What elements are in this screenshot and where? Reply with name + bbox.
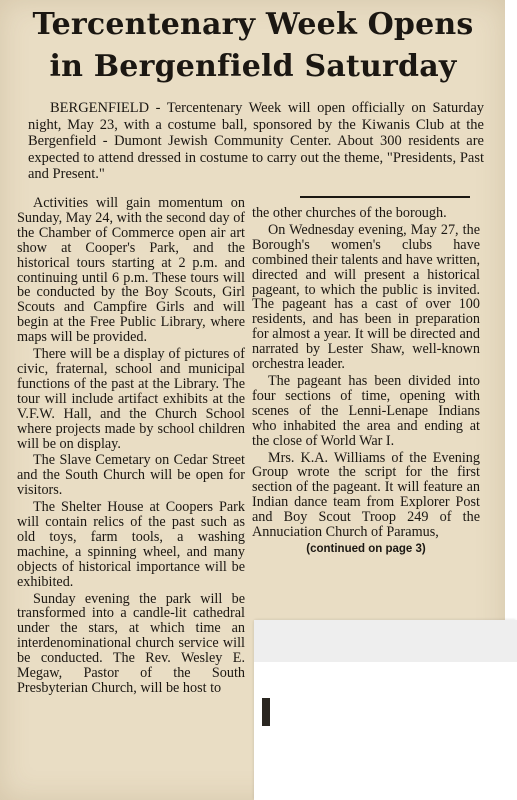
headline-line-1: Tercentenary Week Opens: [32, 7, 474, 42]
paragraph: Mrs. K.A. Williams of the Evening Group wrote the script for the first section of the pageant. It will feature an Indian dance team from Explorer Post and Boy Scout Troop 249 of the Annuciation Church of Paramus,: [252, 449, 480, 541]
paper-shadow-band: [254, 620, 517, 662]
paragraph: Sunday evening the park will be transformed into a candle-lit cathedral under the stars, at which time an interdenominational church service will be conducted. The Rev. Wesley E. Megaw, Pastor of the South Presbyterian Church, will be host to: [17, 590, 245, 696]
right-column: [252, 206, 480, 557]
paragraph: The pageant has been divided into four sections of time, opening with scenes of the Lenni-Lenape Indians who inhabited the area and ending at the close of World War I.: [252, 372, 480, 449]
continued-note: (continued on page 3): [306, 542, 426, 555]
column-divider-rule: [300, 196, 470, 198]
paragraph: The Shelter House at Coopers Park will contain relics of the past such as old toys, farm tools, a washing machine, a spinning wheel, and many objects of historical importance will be exhibited.: [17, 499, 245, 590]
headline-line-2: in Bergenfield Saturday: [49, 49, 457, 84]
paragraph: The Slave Cemetary on Cedar Street and the South Church will be open for visitors.: [17, 452, 245, 499]
paragraph: the other churches of the borough.: [252, 205, 447, 221]
paragraph: On Wednesday evening, May 27, the Borough's women's clubs have combined their talents and have written, directed and will present a historical pageant, to which the public is invited. The pageant has a cast of over 100 residents, and has been in preparation for almost a year. It will be directed and narrated by Lester Shaw, well-known orchestra leader.: [252, 221, 480, 373]
lead-paragraph: BERGENFIELD - Tercentenary Week will open officially on Saturday night, May 23, with a costume ball, sponsored by the Kiwanis Club at the Bergenfield - Dumont Jewish Community Center. About 300 residents are expected to attend dressed in costume to carry out the theme, "Presidents, Past and Present.": [28, 100, 484, 182]
underlying-print-mark: [262, 698, 270, 726]
paragraph: There will be a display of pictures of civic, fraternal, school and municipal functions of the past at the Library. The tour will include artifact exhibits at the V.F.W. Hall, and the Church School where projects made by school children will be on display.: [17, 346, 245, 452]
left-column: [17, 196, 245, 698]
paragraph: Activities will gain momentum on Sunday, May 24, with the second day of the Chamber of Commerce open air art show at Cooper's Park, and the historical tours starting at 2 p.m. and continuing until 6 p.m. These tours will be conducted by the Boy Scouts, Girl Scouts and Campfire Girls and will begin at the Free Public Library, where maps will be provided.: [17, 195, 246, 346]
